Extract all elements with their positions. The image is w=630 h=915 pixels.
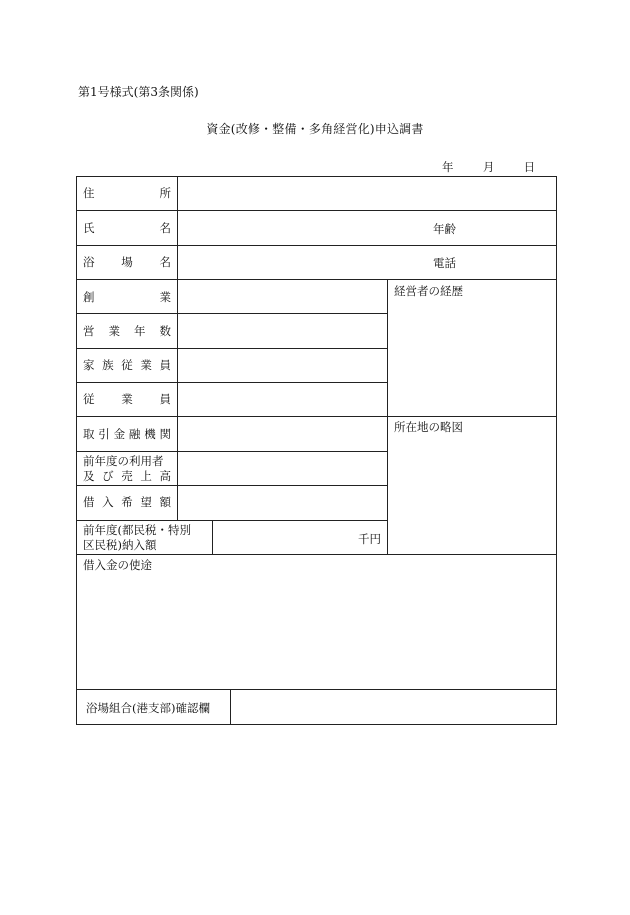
date-day: 日 xyxy=(523,160,536,174)
date-month: 月 xyxy=(482,160,495,174)
family-employees-field[interactable] xyxy=(178,349,387,382)
employees-label: 従 業 員 xyxy=(83,392,171,406)
usage-sales-line1: 前年度の利用者 xyxy=(83,454,164,468)
name-field[interactable] xyxy=(178,211,556,245)
usage-sales-field[interactable] xyxy=(178,452,387,485)
tax-paid-field[interactable] xyxy=(213,521,353,554)
tax-unit-label: 千円 xyxy=(358,532,381,546)
phone-label: 電話 xyxy=(433,256,456,270)
tax-paid-label xyxy=(83,523,208,553)
loan-amount-field[interactable] xyxy=(178,486,387,520)
name-label: 氏 名 xyxy=(83,221,171,235)
bank-label: 取 引 金 融 機 関 xyxy=(83,427,171,441)
usage-sales-label xyxy=(83,454,171,484)
age-label: 年齢 xyxy=(433,222,456,236)
usage-sales-line2: 及 び 売 上 高 xyxy=(83,469,171,483)
bathhouse-name-field[interactable] xyxy=(178,246,556,279)
career-label: 経営者の経歴 xyxy=(394,284,463,298)
family-employees-label: 家 族 従 業 員 xyxy=(83,358,171,372)
location-map-label: 所在地の略図 xyxy=(394,420,463,434)
date-line xyxy=(442,159,535,175)
association-confirmation-label: 浴場組合(港支部)確認欄 xyxy=(86,701,210,715)
loan-purpose-label: 借入金の使途 xyxy=(83,558,152,572)
location-map-field[interactable] xyxy=(388,436,556,554)
loan-purpose-field[interactable] xyxy=(77,575,556,689)
form-number: 第1号様式(第3条関係) xyxy=(78,85,199,99)
founded-field[interactable] xyxy=(178,280,387,313)
founded-label: 創 業 xyxy=(83,290,171,304)
loan-amount-label: 借 入 希 望 額 xyxy=(83,495,171,509)
bathhouse-name-label: 浴 場 名 xyxy=(83,255,171,269)
address-field[interactable] xyxy=(178,177,556,210)
bank-field[interactable] xyxy=(178,417,387,451)
years-in-business-field[interactable] xyxy=(178,314,387,348)
years-in-business-label: 営 業 年 数 xyxy=(83,324,171,338)
address-label: 住 所 xyxy=(83,186,171,200)
tax-paid-line2: 区民税)納入額 xyxy=(83,538,157,552)
association-confirmation-field[interactable] xyxy=(231,690,556,724)
date-year: 年 xyxy=(442,160,454,174)
career-field[interactable] xyxy=(388,298,556,416)
tax-paid-line1: 前年度(都民税・特別 xyxy=(83,523,191,537)
employees-field[interactable] xyxy=(178,383,387,416)
form-title: 資金(改修・整備・多角経営化)申込調書 xyxy=(206,122,424,136)
